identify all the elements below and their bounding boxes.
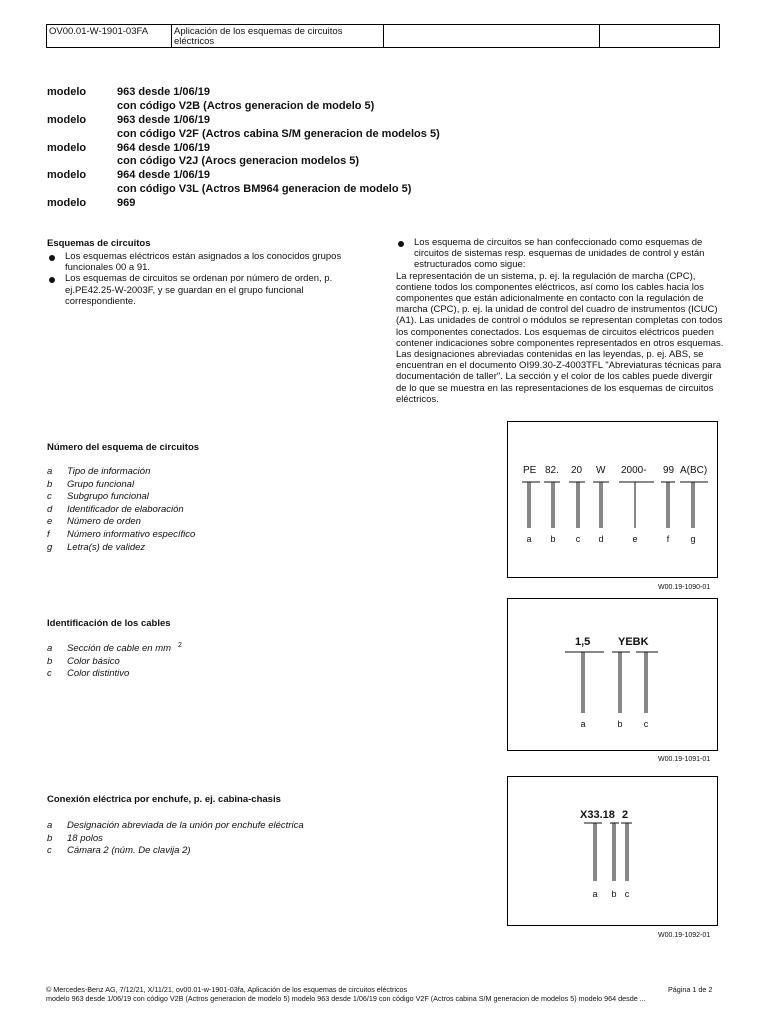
fig-letter: a <box>580 719 586 729</box>
fig-letter: b <box>550 534 556 544</box>
fig-part: A(BC) <box>680 465 708 476</box>
cable-id-figure <box>507 598 718 751</box>
legend-text: Grupo funcional <box>67 478 135 490</box>
figure-id: W00.19-1090-01 <box>658 584 711 591</box>
legend-text: Color básico <box>67 655 120 667</box>
fig-letter: b <box>611 889 617 899</box>
legend-text: Identificador de elaboración <box>67 503 184 515</box>
legend-key: e <box>47 516 53 528</box>
doc-title: Aplicación de los esquemas de circuitos eléctricos <box>172 25 384 47</box>
bullet-text: Los esquema de circuitos se han confeccionado como esquemas de circuitos de sistemas resp. esquemas de unidades de control y están estructurados como sigue: <box>414 237 705 271</box>
fig-part: 1,5 <box>575 636 591 648</box>
plug-section-title: Conexión eléctrica por enchufe, p. ej. cabina-chasis <box>47 794 281 805</box>
number-section-title: Número del esquema de circuitos <box>47 442 200 453</box>
plug-connection-figure <box>507 776 718 926</box>
legend-key: c <box>47 845 52 857</box>
bullet-item <box>47 251 365 273</box>
legend-key: g <box>47 541 53 553</box>
footer-models: modelo 963 desde 1/06/19 con código V2B (Actros generacion de modelo 5) modelo 963 desde 1/06/19 con código V2F (Actros cabina S/M generacion de modelos 5) modelo 964 desde ... <box>46 994 646 1003</box>
legend-text: Designación abreviada de la unión por enchufe eléctrica <box>67 820 304 831</box>
schemes-left <box>47 251 365 307</box>
bullet-text: Los esquemas de circuitos se ordenan por número de orden, p. ej.PE42.25-W-2003F, y se guardan en el grupo funcional correspondiente. <box>65 273 333 307</box>
legend-key: a <box>47 820 53 831</box>
fig-letter: b <box>617 719 623 729</box>
schemes-right <box>396 237 724 405</box>
fig-letter: g <box>690 534 696 544</box>
bullet-dot-icon <box>49 277 55 283</box>
circuit-number-figure <box>507 421 718 578</box>
model-label: modelo <box>47 197 87 210</box>
legend-text: Número informativo específico <box>67 528 196 540</box>
model-label: modelo <box>47 141 87 154</box>
schemes-paragraph: La representación de un sistema, p. ej. la regulación de marcha (CPC), contiene todos los componentes eléctricos, así como los cables hacia los componentes que están adicionalmente en contacto con la regulación de marcha (CPC), p. ej. la unidad de control del cuadro de instrumentos (ICUC) (A1). Las unidades de control o módulos se representan completas con todos los componentes conectados. Los esquemas de circuitos eléctricos pueden contener indicaciones sobre componentes representados en otros esquemas. Las designaciones abreviadas contenidas en las leyendas, p. ej. ABS, se encuentran en el documento OI99.30-Z-4003TFL "Abreviaturas técnicas para documentación de taller". La sección y el color de los cables puede divergir de lo que se muestra en las representaciones de los esquemas de circuitos eléctricos. <box>396 270 724 405</box>
footer-copyright: © Mercedes-Benz AG, 7/12/21, X/11/21, ov00.01-w-1901-03fa, Aplicación de los esquemas de circuitos eléctricos <box>46 985 408 994</box>
page-number: Página 1 de 2 <box>668 985 713 994</box>
bullet-text: Los esquemas eléctricos están asignados a los conocidos grupos funcionales 00 a 91. <box>65 251 342 274</box>
legend-text: Cámara 2 (núm. De clavija 2) <box>67 845 191 857</box>
legend-key: d <box>47 503 53 515</box>
fig-part: X33.18 <box>580 809 615 821</box>
fig-letter: f <box>666 534 670 544</box>
fig-part: 20 <box>571 465 583 476</box>
model-label: modelo <box>47 113 87 126</box>
fig-letter: a <box>592 889 598 899</box>
legend-key: b <box>47 655 53 667</box>
doc-id: OV00.01-W-1901-03FA <box>47 25 172 47</box>
figure-id: W00.19-1092-01 <box>658 932 711 939</box>
legend-key: c <box>47 668 52 680</box>
superscript-2: 2 <box>178 642 182 649</box>
fig-letter: e <box>632 534 638 544</box>
fig-part: 2000- <box>621 465 647 476</box>
model-value: 963 desde 1/06/19 <box>117 113 210 126</box>
model-value: 969 <box>117 197 136 210</box>
model-value: con código V2J (Arocs generacion modelos 5) <box>117 155 360 168</box>
legend-text: Tipo de información <box>67 466 151 477</box>
model-label: modelo <box>47 169 87 182</box>
legend-text <box>67 643 182 657</box>
legend-text: Color distintivo <box>67 668 130 680</box>
schemes-title: Esquemas de circuitos <box>47 238 151 249</box>
legend-key: a <box>47 643 53 654</box>
bullet-dot-icon <box>49 255 55 261</box>
header-cell-4 <box>600 25 719 47</box>
fig-letter: d <box>598 534 604 544</box>
fig-part: 99 <box>663 465 675 476</box>
fig-letter: c <box>624 889 630 899</box>
legend-key: b <box>47 832 53 844</box>
legend-text-value: Sección de cable en mm <box>67 643 172 654</box>
model-value: con código V3L (Actros BM964 generacion de modelo 5) <box>117 183 412 196</box>
fig-part: 82. <box>545 465 559 476</box>
fig-part: 2 <box>622 809 629 821</box>
legend-text: Letra(s) de validez <box>67 541 146 553</box>
model-value: 963 desde 1/06/19 <box>117 86 210 98</box>
legend-text: Número de orden <box>67 516 141 528</box>
fig-part: PE <box>523 465 537 476</box>
legend-key: a <box>47 466 53 477</box>
legend-text: 18 polos <box>67 832 103 844</box>
legend-text: Subgrupo funcional <box>67 491 149 503</box>
model-value: 964 desde 1/06/19 <box>117 169 210 182</box>
fig-letter: c <box>643 719 649 729</box>
model-value: con código V2F (Actros cabina S/M generacion de modelos 5) <box>117 127 440 140</box>
figure-id: W00.19-1091-01 <box>658 756 711 763</box>
fig-part: YEBK <box>618 636 649 648</box>
bullet-item <box>47 273 365 307</box>
legend-key: c <box>47 491 52 503</box>
model-value: 964 desde 1/06/19 <box>117 141 210 154</box>
fig-letter: c <box>575 534 581 544</box>
model-value: con código V2B (Actros generacion de modelo 5) <box>117 99 375 112</box>
header-table <box>46 24 720 48</box>
legend-key: f <box>47 528 50 540</box>
cables-section-title: Identificación de los cables <box>47 618 171 629</box>
legend-key: b <box>47 478 53 490</box>
header-cell-3 <box>384 25 600 47</box>
fig-part: W <box>596 465 606 476</box>
bullet-item <box>396 237 724 271</box>
fig-letter: a <box>526 534 532 544</box>
bullet-dot-icon <box>398 241 404 247</box>
model-label: modelo <box>47 86 87 98</box>
